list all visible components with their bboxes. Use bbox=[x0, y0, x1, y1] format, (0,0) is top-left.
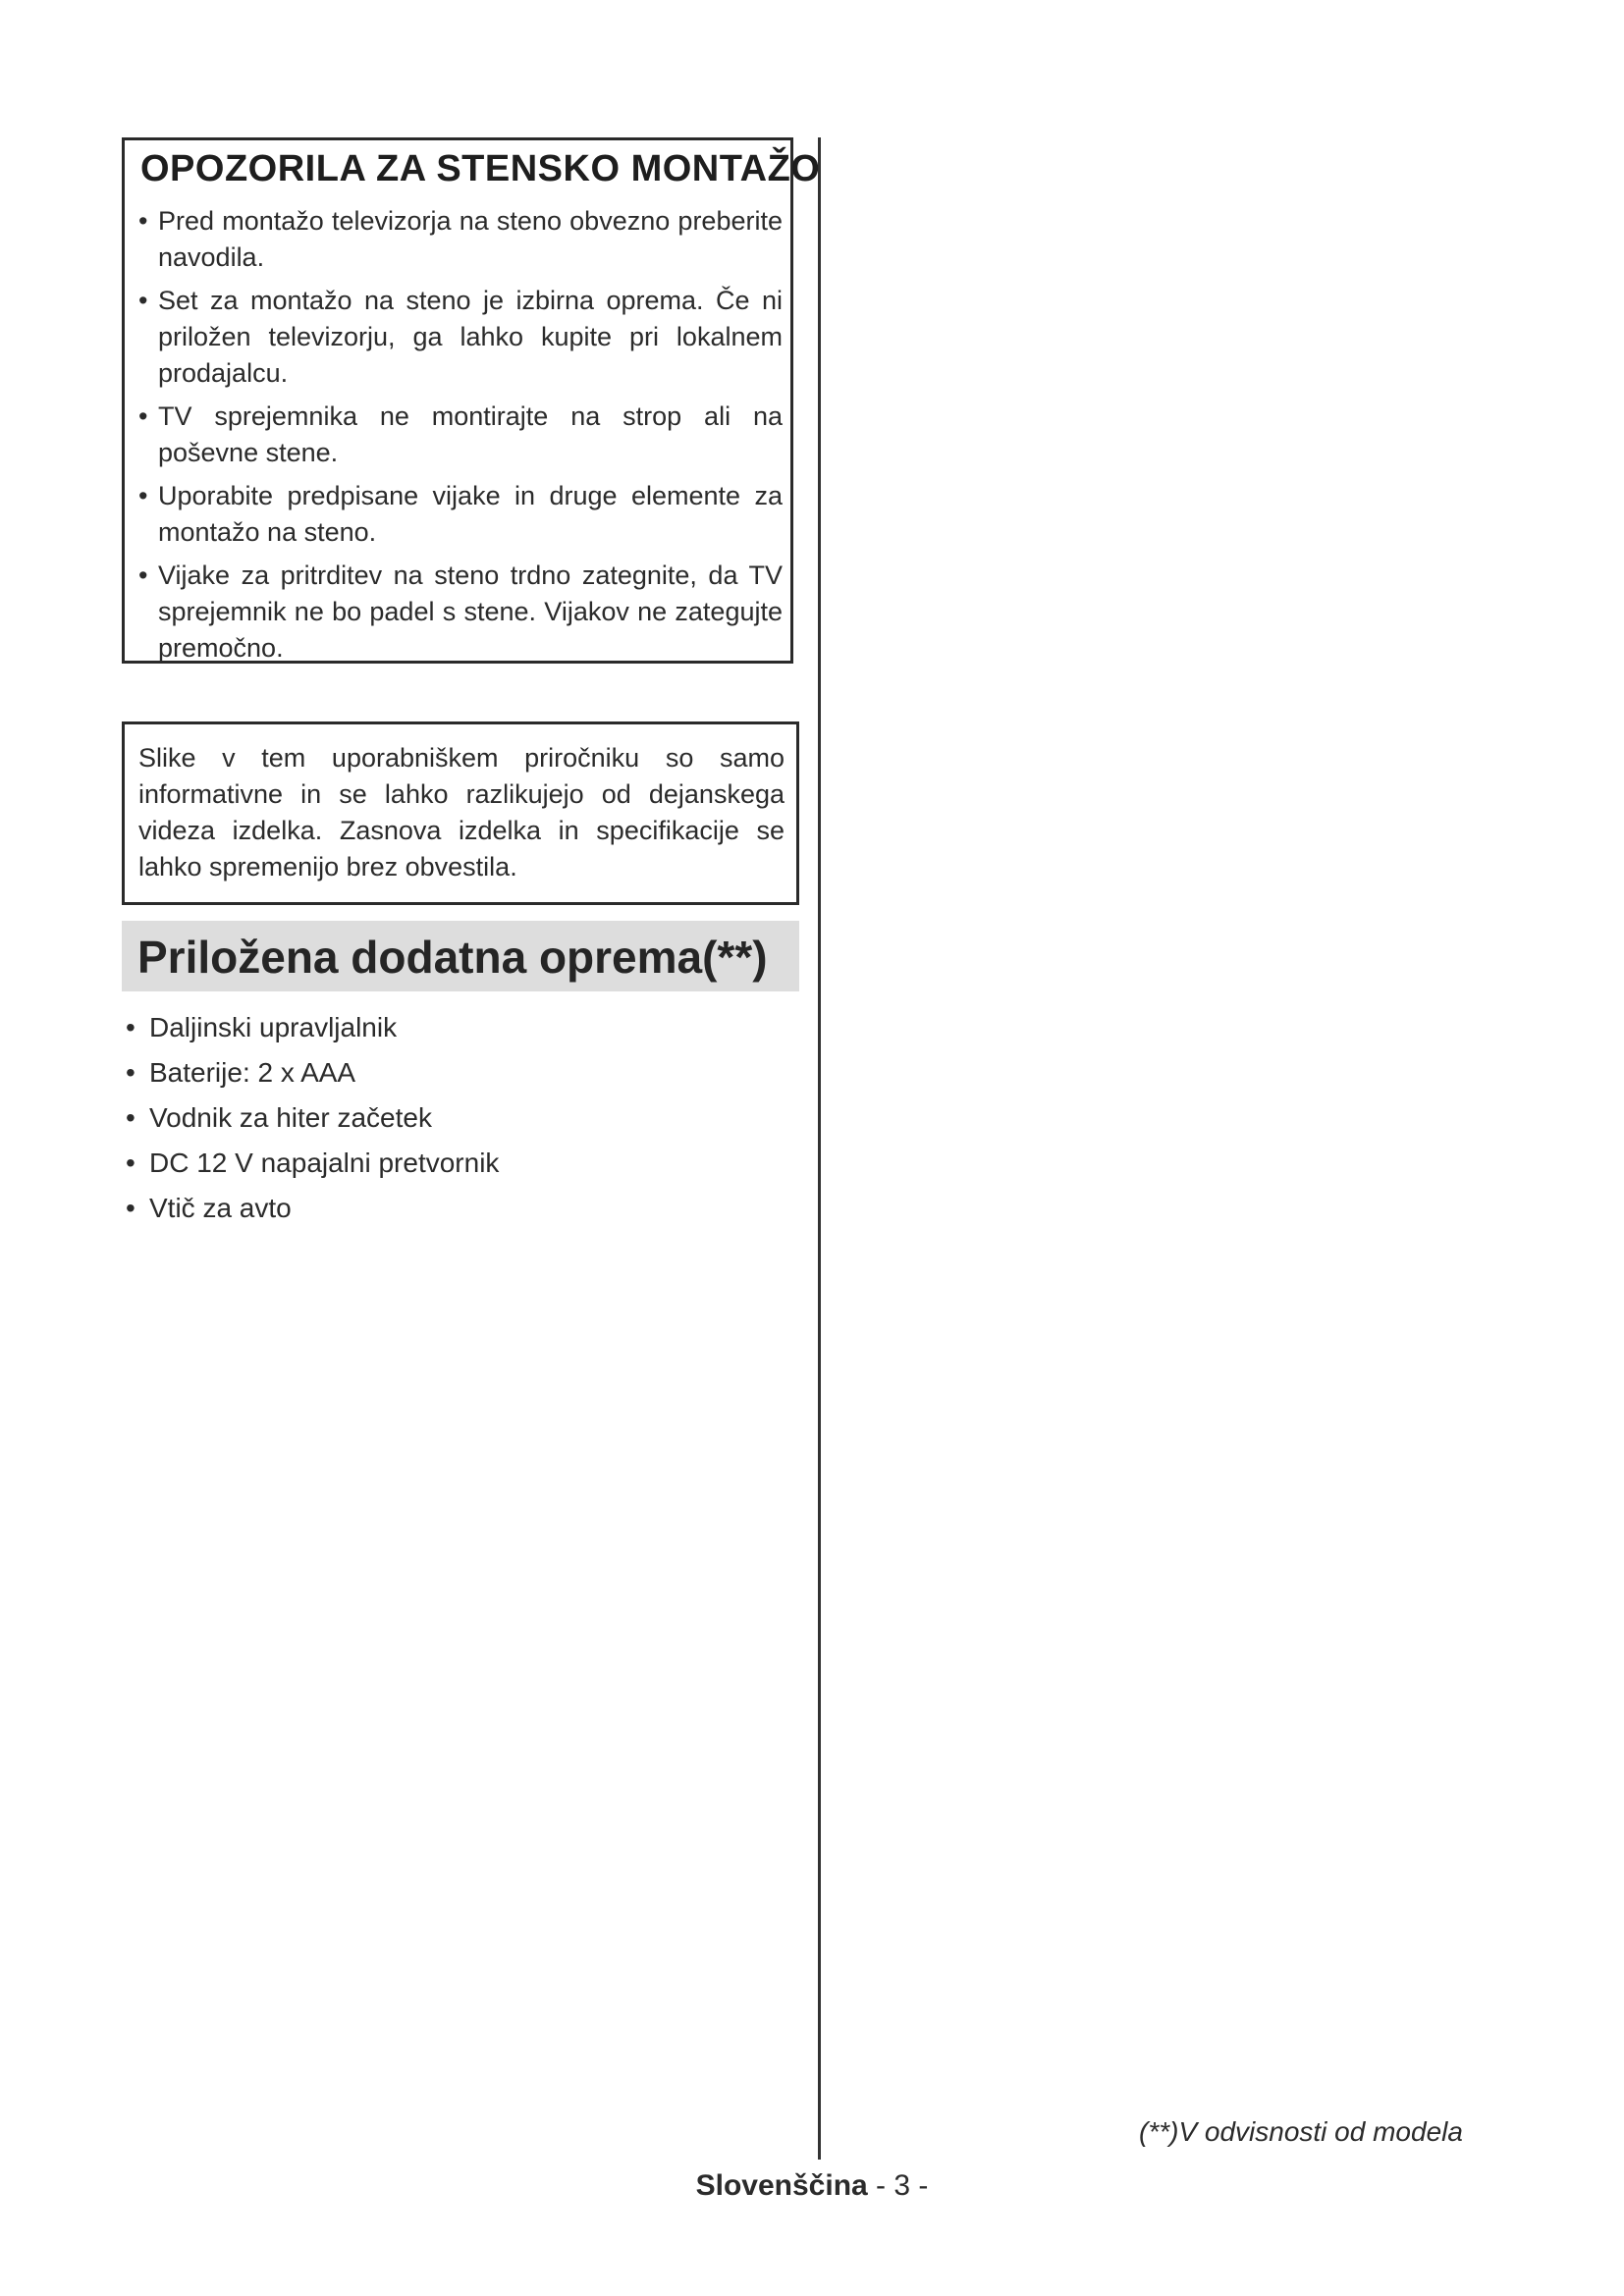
list-item bbox=[124, 1186, 791, 1231]
list-item bbox=[124, 1141, 791, 1186]
warning-item-text: Uporabite predpisane vijake in druge elemente za montažo na steno. bbox=[158, 481, 783, 547]
bullet-icon: • bbox=[138, 561, 148, 590]
bullet-icon: • bbox=[138, 206, 148, 236]
accessory-text: Vtič za avto bbox=[149, 1193, 292, 1223]
accessory-text: DC 12 V napajalni pretvornik bbox=[149, 1148, 500, 1178]
disclaimer-note-box bbox=[122, 721, 799, 905]
warning-item-text: Pred montažo televizorja na steno obvezno preberite navodila. bbox=[158, 206, 783, 272]
bullet-icon: • bbox=[138, 481, 148, 510]
bullet-icon: • bbox=[138, 286, 148, 315]
wall-mount-warning-box bbox=[122, 137, 821, 664]
model-footnote: (**)V odvisnosti od modela bbox=[1139, 2116, 1463, 2147]
list-item bbox=[124, 1005, 791, 1050]
warning-list bbox=[136, 203, 783, 673]
bullet-icon: • bbox=[126, 1102, 135, 1133]
accessory-text: Vodnik za hiter začetek bbox=[149, 1102, 432, 1133]
warning-item-text: Set za montažo na steno je izbirna oprema. Če ni priložen televizorju, ga lahko kupite pri lokalnem prodajalcu. bbox=[158, 286, 783, 388]
warning-item-text: Vijake za pritrditev na steno trdno zategnite, da TV sprejemnik ne bo padel s stene. Vijakov ne zategujte premočno. bbox=[158, 561, 783, 663]
warning-item bbox=[136, 558, 783, 667]
footer-language: Slovenščina bbox=[695, 2169, 868, 2202]
bullet-icon: • bbox=[138, 401, 148, 431]
accessories-list bbox=[124, 1005, 791, 1231]
bullet-icon: • bbox=[126, 1057, 135, 1088]
warning-item bbox=[136, 283, 783, 392]
warning-item bbox=[136, 203, 783, 276]
warning-title: OPOZORILA ZA STENSKO MONTAŽO bbox=[140, 148, 821, 189]
bullet-icon: • bbox=[126, 1012, 135, 1042]
bullet-icon: • bbox=[126, 1148, 135, 1178]
column-divider bbox=[818, 137, 821, 2160]
accessories-heading bbox=[122, 921, 799, 991]
bullet-icon: • bbox=[126, 1193, 135, 1223]
list-item bbox=[124, 1095, 791, 1141]
warning-item bbox=[136, 399, 783, 471]
warning-item-text: TV sprejemnika ne montirajte na strop ali na poševne stene. bbox=[158, 401, 783, 467]
list-item bbox=[124, 1050, 791, 1095]
accessory-text: Daljinski upravljalnik bbox=[149, 1012, 398, 1042]
accessories-title: Priložena dodatna oprema(**) bbox=[137, 932, 768, 983]
warning-item bbox=[136, 478, 783, 551]
accessory-text: Baterije: 2 x AAA bbox=[149, 1057, 356, 1088]
page-number: - 3 - bbox=[867, 2169, 929, 2202]
page-footer bbox=[0, 2169, 1624, 2203]
disclaimer-text: Slike v tem uporabniškem priročniku so samo informativne in se lahko razlikujejo od dejanskega videza izdelka. Zasnova izdelka in specifikacije se lahko spremenijo brez obvestila. bbox=[138, 743, 785, 881]
